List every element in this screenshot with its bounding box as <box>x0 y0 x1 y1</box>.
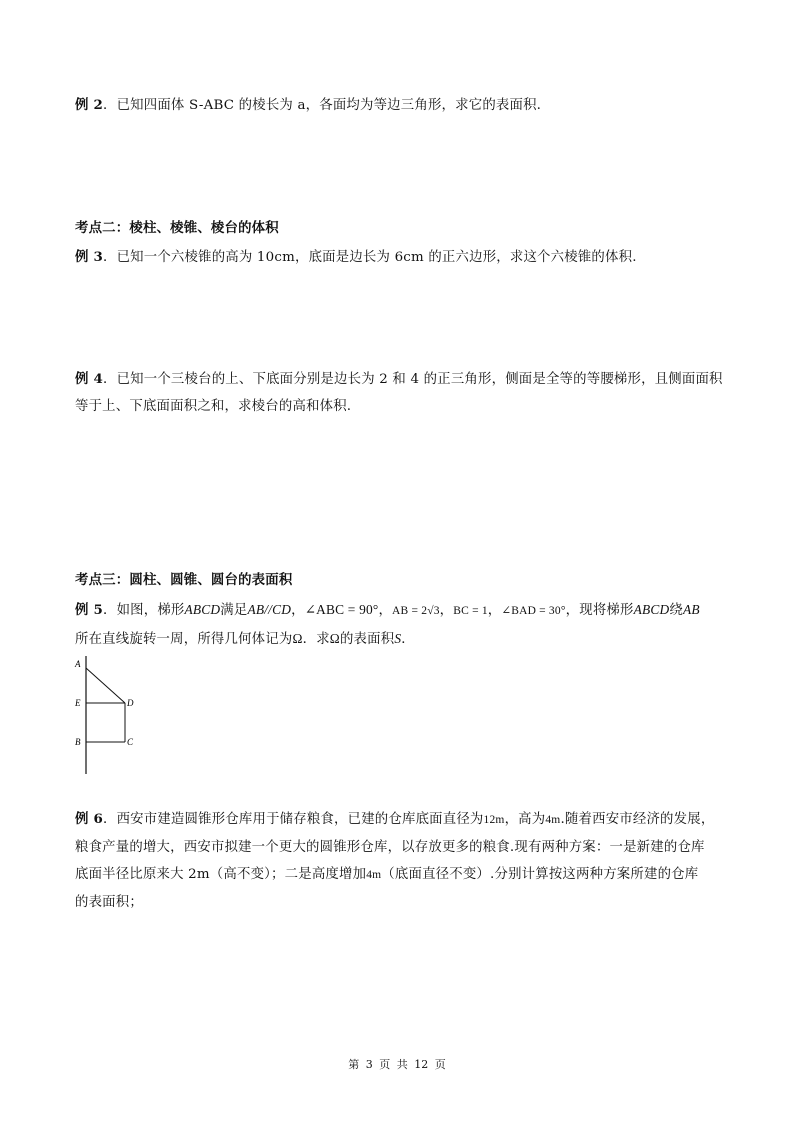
surface-area-symbol: S <box>394 631 402 646</box>
example-5-label: 例 5 <box>75 602 103 618</box>
height-increase-value: 4m <box>366 869 382 881</box>
label-b: B <box>75 737 81 747</box>
angle-bad: ∠BAD = 30° <box>501 605 566 617</box>
label-c: C <box>127 737 134 747</box>
example-6 <box>75 806 723 916</box>
section-3-title: 考点三：圆柱、圆锥、圆台的表面积 <box>75 572 293 588</box>
label-a: A <box>75 659 81 669</box>
bc-length: BC = 1 <box>453 605 488 617</box>
page-footer: 第 3 页 共 12 页 <box>348 1058 446 1071</box>
example-6-label: 例 6 <box>75 811 103 827</box>
example-6-line-4: 的表面积； <box>75 895 143 910</box>
parallel-condition: AB//CD <box>247 602 292 617</box>
example-4-line-1: 例 4．已知一个三棱台的上、下底面分别是边长为 2 和 4 的正三角形，侧面是全等的等腰梯形，且侧面面积 <box>75 371 723 387</box>
example-6-line-1: 例 6．西安市建造圆锥形仓库用于储存粮食，已建的仓库底面直径为12m，高为4m.随着西安市经济的发展， <box>75 811 715 827</box>
ab-length: AB = 2√3 <box>392 605 440 617</box>
angle-abc: ∠ABC = 90° <box>304 602 379 617</box>
height-value: 4m <box>545 814 561 826</box>
section-2-title: 考点二：棱柱、棱锥、棱台的体积 <box>75 220 279 236</box>
example-2-label: 例 2 <box>75 97 103 113</box>
example-6-line-2: 粮食产量的增大，西安市拟建一个更大的圆锥形仓库，以存放更多的粮食.现有两种方案：一是新建的仓库 <box>75 840 705 855</box>
example-3 <box>75 244 723 271</box>
example-3-text: ．已知一个六棱锥的高为 10cm，底面是边长为 6cm 的正六边形，求这个六棱锥的体积. <box>102 250 637 265</box>
example-6-line-3: 底面半径比原来大 2m（高不变）；二是高度增加4m（底面直径不变）.分别计算按这两种方案所建的仓库 <box>75 867 699 882</box>
label-d: D <box>127 698 134 708</box>
example-5-line-2: 所在直线旋转一周，所得几何体记为Ω．求Ω的表面积S． <box>75 631 415 647</box>
example-4-label: 例 4 <box>75 371 103 387</box>
trapezoid-figure <box>70 656 150 781</box>
example-4 <box>75 366 723 420</box>
example-2 <box>75 92 723 119</box>
label-e: E <box>75 698 81 708</box>
example-4-line-2: 等于上、下底面面积之和，求棱台的高和体积. <box>75 399 352 414</box>
trapezoid-name: ABCD <box>184 602 221 617</box>
example-2-text: ．已知四面体 S-ABC 的棱长为 a，各面均为等边三角形，求它的表面积. <box>102 98 542 113</box>
diameter-value: 12m <box>483 814 505 826</box>
example-5 <box>75 596 723 653</box>
example-5-line-1: 例 5．如图，梯形ABCD满足AB//CD，∠ABC = 90°，AB = 2√3，BC = 1，∠BAD = 30°，现将梯形ABCD绕AB <box>75 602 700 618</box>
omega-symbol: Ω <box>292 631 303 646</box>
example-3-label: 例 3 <box>75 249 103 265</box>
segment-ad <box>86 668 125 703</box>
